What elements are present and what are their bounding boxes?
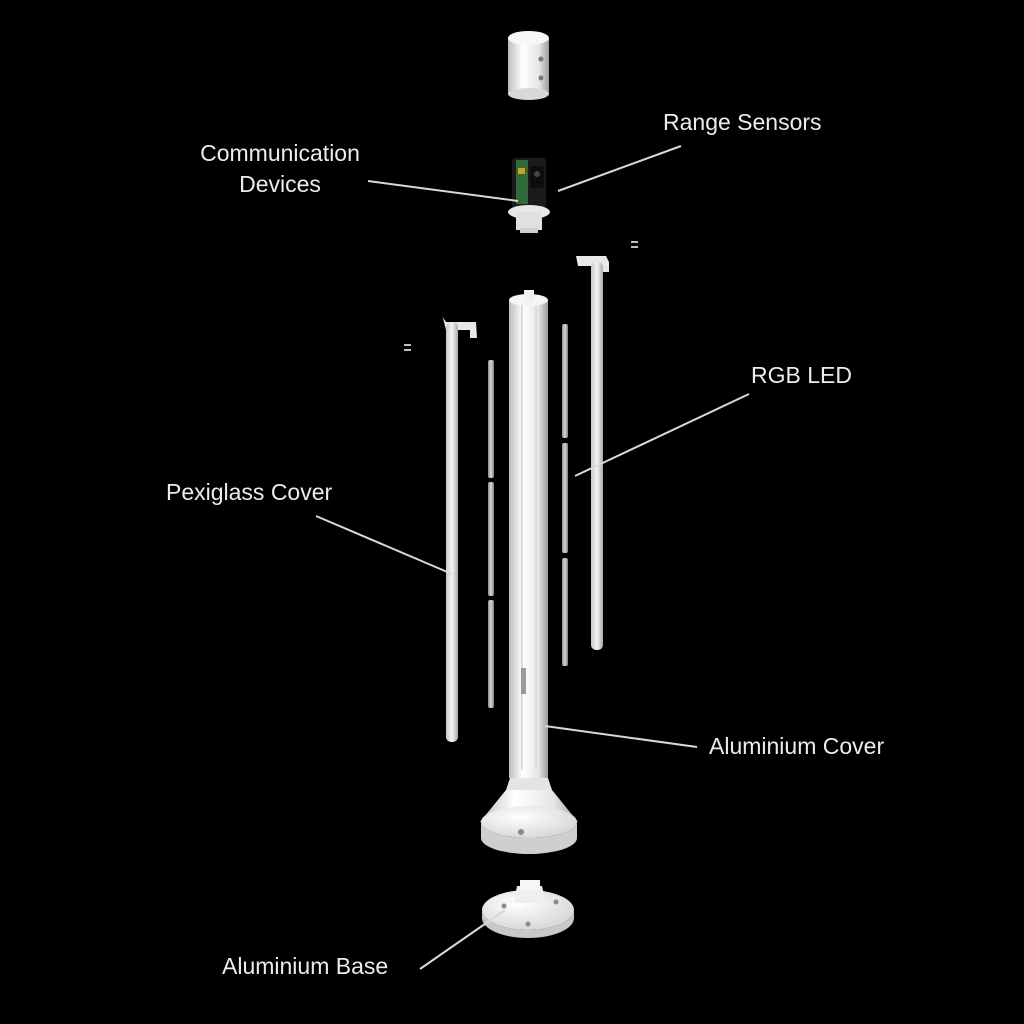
label-range-sensors: Range Sensors [663,109,822,135]
leader-range-sensors [558,146,681,191]
label-rgb-led: RGB LED [751,362,852,388]
aluminium-cover-tube [509,290,548,778]
aluminium-cover-flange [480,778,578,854]
leader-communication [368,181,518,201]
aluminium-base-plate [482,880,574,938]
leader-aluminium-cover [545,726,697,747]
leader-pexiglass [316,516,452,574]
leader-aluminium-base [420,910,505,969]
label-aluminium-base: Aluminium Base [222,953,389,979]
label-pexiglass-cover: Pexiglass Cover [166,479,333,505]
label-communication-line1: Communication [200,140,360,166]
label-aluminium-cover: Aluminium Cover [709,733,885,759]
pexiglass-cover-right [576,256,609,650]
label-communication-line2: Devices [239,171,321,197]
top-cap [508,31,549,100]
sensor-module [508,158,550,233]
label-communication-devices [180,138,380,200]
pexiglass-cover-left [442,316,477,742]
